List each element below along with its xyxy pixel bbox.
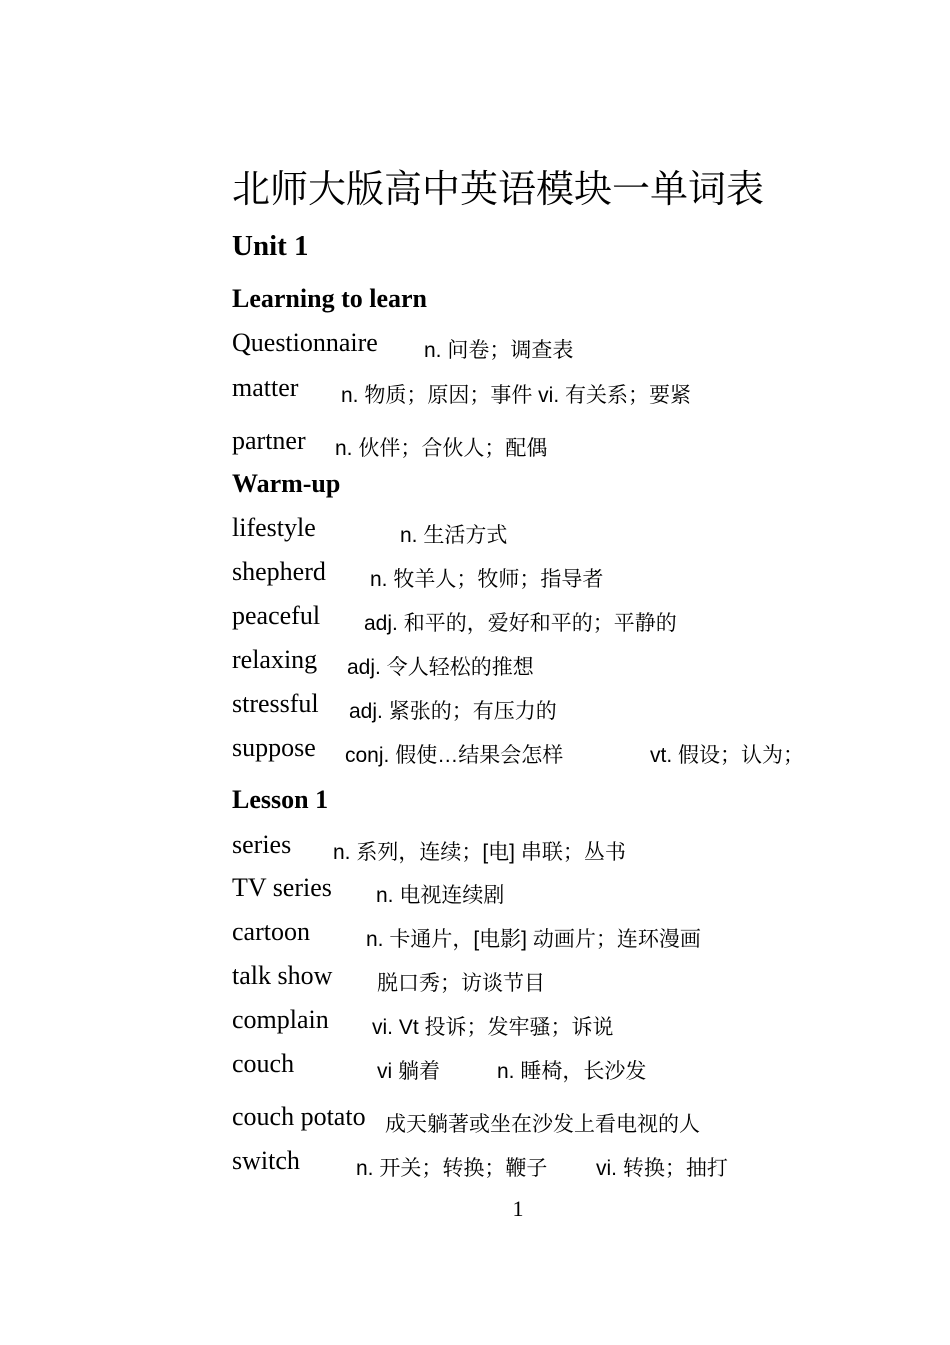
vocab-word: suppose — [232, 733, 316, 762]
vocab-word: TV series — [232, 873, 332, 902]
vocab-definition-2: n. 睡椅，长沙发 — [497, 1060, 647, 1083]
vocab-word: series — [232, 830, 292, 859]
vocab-definition: vi 躺着 — [377, 1060, 440, 1083]
vocab-definition: 成天躺著或坐在沙发上看电视的人 — [385, 1113, 700, 1136]
vocab-definition: adj. 令人轻松的推想 — [347, 656, 534, 679]
vocab-word: switch — [232, 1146, 300, 1175]
vocab-definition: 脱口秀；访谈节目 — [377, 972, 545, 995]
vocab-word: Questionnaire — [232, 328, 378, 357]
vocab-word: couch — [232, 1049, 295, 1078]
vocab-definition: n. 电视连续剧 — [376, 884, 505, 907]
page-title: 北师大版高中英语模块一单词表 — [232, 167, 765, 211]
vocab-word: shepherd — [232, 557, 326, 586]
unit-heading: Unit 1 — [232, 230, 309, 262]
section-heading-learning: Learning to learn — [232, 284, 427, 313]
vocab-word: peaceful — [232, 601, 321, 630]
vocab-definition: n. 卡通片，[电影] 动画片；连环漫画 — [366, 928, 701, 951]
section-heading-lesson1: Lesson 1 — [232, 785, 329, 814]
vocab-definition: conj. 假使…结果会怎样 — [345, 744, 564, 767]
vocab-word: lifestyle — [232, 513, 316, 542]
vocab-definition-2: vt. 假设；认为； — [650, 744, 805, 767]
vocab-word: relaxing — [232, 645, 318, 674]
vocab-definition: n. 系列，连续；[电] 串联；丛书 — [333, 841, 626, 864]
page-number: 1 — [512, 1196, 524, 1221]
vocab-definition: n. 开关；转换；鞭子 — [356, 1157, 548, 1180]
section-heading-warmup: Warm-up — [232, 469, 341, 498]
vocab-word: complain — [232, 1005, 329, 1034]
vocab-word: cartoon — [232, 917, 310, 946]
vocab-definition-2: vi. 转换；抽打 — [596, 1157, 728, 1180]
vocab-definition: vi. Vt 投诉；发牢骚；诉说 — [372, 1016, 614, 1039]
vocab-word: talk show — [232, 961, 333, 990]
vocab-definition: n. 伙伴；合伙人；配偶 — [335, 437, 548, 460]
vocab-definition: adj. 紧张的；有压力的 — [349, 700, 557, 723]
vocab-word: matter — [232, 373, 299, 402]
vocab-definition: n. 问卷；调查表 — [424, 339, 574, 362]
vocab-definition: adj. 和平的，爱好和平的；平静的 — [364, 612, 677, 635]
vocab-definition: n. 生活方式 — [400, 524, 508, 547]
vocab-word: stressful — [232, 689, 319, 718]
vocab-word: partner — [232, 426, 306, 455]
vocab-word: couch potato — [232, 1102, 366, 1131]
vocab-definition: n. 物质；原因；事件 vi. 有关系；要紧 — [341, 384, 692, 407]
vocab-definition: n. 牧羊人；牧师；指导者 — [370, 568, 604, 591]
